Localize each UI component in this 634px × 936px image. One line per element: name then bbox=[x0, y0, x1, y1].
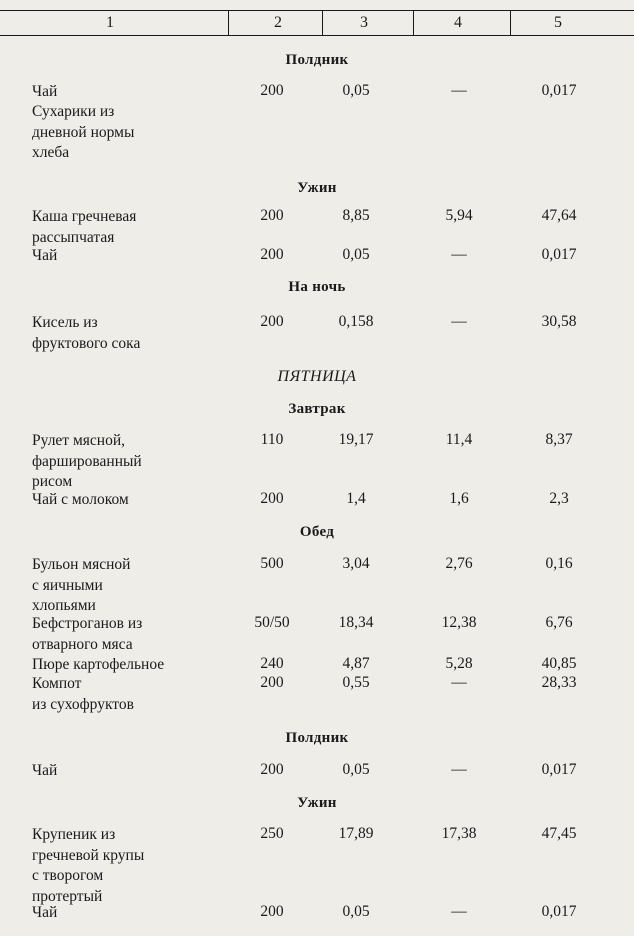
column-3-value: 1,4 bbox=[346, 490, 366, 507]
column-4-value: 2,76 bbox=[445, 555, 473, 572]
column-5-value: 30,58 bbox=[541, 313, 577, 330]
column-3-value: 18,34 bbox=[338, 614, 374, 631]
column-4-value: — bbox=[451, 674, 467, 691]
column-5-value: 0,017 bbox=[541, 761, 577, 778]
column-header-1: 1 bbox=[106, 14, 114, 31]
column-4-value: 17,38 bbox=[441, 825, 477, 842]
dish-name: Крупеник из гречневой крупы с творогом протертый bbox=[32, 826, 145, 905]
column-5-value: 0,017 bbox=[541, 903, 577, 920]
column-divider bbox=[228, 11, 229, 35]
column-divider bbox=[510, 11, 511, 35]
dish-name: Чай с молоком bbox=[32, 491, 129, 508]
portion-value: 500 bbox=[260, 555, 284, 572]
section-title: Ужин bbox=[297, 180, 337, 196]
column-4-value: — bbox=[451, 246, 467, 263]
column-header-2: 2 bbox=[274, 14, 282, 31]
column-5-value: 6,76 bbox=[545, 614, 573, 631]
column-5-value: 47,45 bbox=[541, 825, 577, 842]
column-divider bbox=[413, 11, 414, 35]
column-4-value: 1,6 bbox=[449, 490, 469, 507]
dish-name: Компот из сухофруктов bbox=[32, 675, 134, 713]
dish-name: Бульон мясной с яичными хлопьями bbox=[32, 556, 131, 614]
column-3-value: 0,05 bbox=[342, 761, 370, 778]
dish-name: Бефстроганов из отварного мяса bbox=[32, 615, 143, 653]
dish-name: Сухарики из дневной нормы хлеба bbox=[32, 103, 135, 161]
column-4-value: — bbox=[451, 82, 467, 99]
column-5-value: 8,37 bbox=[545, 431, 573, 448]
column-4-value: 11,4 bbox=[445, 431, 473, 448]
column-4-value: 5,94 bbox=[445, 207, 473, 224]
portion-value: 200 bbox=[260, 903, 284, 920]
portion-value: 250 bbox=[260, 825, 284, 842]
portion-value: 110 bbox=[260, 431, 284, 448]
dish-name: Чай bbox=[32, 904, 58, 921]
column-4-value: — bbox=[451, 313, 467, 330]
column-3-value: 17,89 bbox=[338, 825, 374, 842]
column-header-3: 3 bbox=[360, 14, 368, 31]
column-4-value: — bbox=[451, 761, 467, 778]
section-title: Завтрак bbox=[288, 401, 346, 417]
column-5-value: 28,33 bbox=[541, 674, 577, 691]
portion-value: 200 bbox=[260, 82, 284, 99]
column-header-5: 5 bbox=[554, 14, 562, 31]
column-4-value: 5,28 bbox=[445, 655, 473, 672]
section-title: Обед bbox=[299, 524, 335, 540]
column-3-value: 0,05 bbox=[342, 246, 370, 263]
dish-name: Чай bbox=[32, 762, 58, 779]
dish-name: Чай bbox=[32, 247, 58, 264]
portion-value: 200 bbox=[260, 246, 284, 263]
portion-value: 200 bbox=[260, 207, 284, 224]
column-3-value: 0,158 bbox=[338, 313, 374, 330]
column-5-value: 0,16 bbox=[545, 555, 573, 572]
dish-name: Рулет мясной, фаршированный рисом bbox=[32, 432, 142, 490]
portion-value: 240 bbox=[260, 655, 284, 672]
portion-value: 200 bbox=[260, 674, 284, 691]
section-title: Ужин bbox=[297, 795, 337, 811]
column-5-value: 2,3 bbox=[549, 490, 569, 507]
column-3-value: 19,17 bbox=[338, 431, 374, 448]
section-title: Полдник bbox=[285, 52, 349, 68]
column-5-value: 47,64 bbox=[541, 207, 577, 224]
column-divider bbox=[322, 11, 323, 35]
portion-value: 50/50 bbox=[254, 614, 290, 631]
column-4-value: — bbox=[451, 903, 467, 920]
column-3-value: 4,87 bbox=[342, 655, 370, 672]
column-3-value: 0,05 bbox=[342, 82, 370, 99]
column-5-value: 0,017 bbox=[541, 82, 577, 99]
portion-value: 200 bbox=[260, 490, 284, 507]
column-3-value: 0,05 bbox=[342, 903, 370, 920]
dish-name: Кисель из фруктового сока bbox=[32, 314, 141, 352]
dish-name: Каша гречневая рассыпчатая bbox=[32, 208, 137, 246]
column-3-value: 3,04 bbox=[342, 555, 370, 572]
dish-name: Пюре картофельное bbox=[32, 656, 165, 673]
column-5-value: 40,85 bbox=[541, 655, 577, 672]
column-header-4: 4 bbox=[454, 14, 462, 31]
column-3-value: 8,85 bbox=[342, 207, 370, 224]
column-3-value: 0,55 bbox=[342, 674, 370, 691]
section-title: На ночь bbox=[288, 279, 346, 295]
column-5-value: 0,017 bbox=[541, 246, 577, 263]
table-header bbox=[0, 10, 634, 36]
column-4-value: 12,38 bbox=[441, 614, 477, 631]
portion-value: 200 bbox=[260, 761, 284, 778]
day-heading: ПЯТНИЦА bbox=[277, 368, 357, 385]
section-title: Полдник bbox=[285, 730, 349, 746]
portion-value: 200 bbox=[260, 313, 284, 330]
dish-name: Чай bbox=[32, 83, 58, 100]
